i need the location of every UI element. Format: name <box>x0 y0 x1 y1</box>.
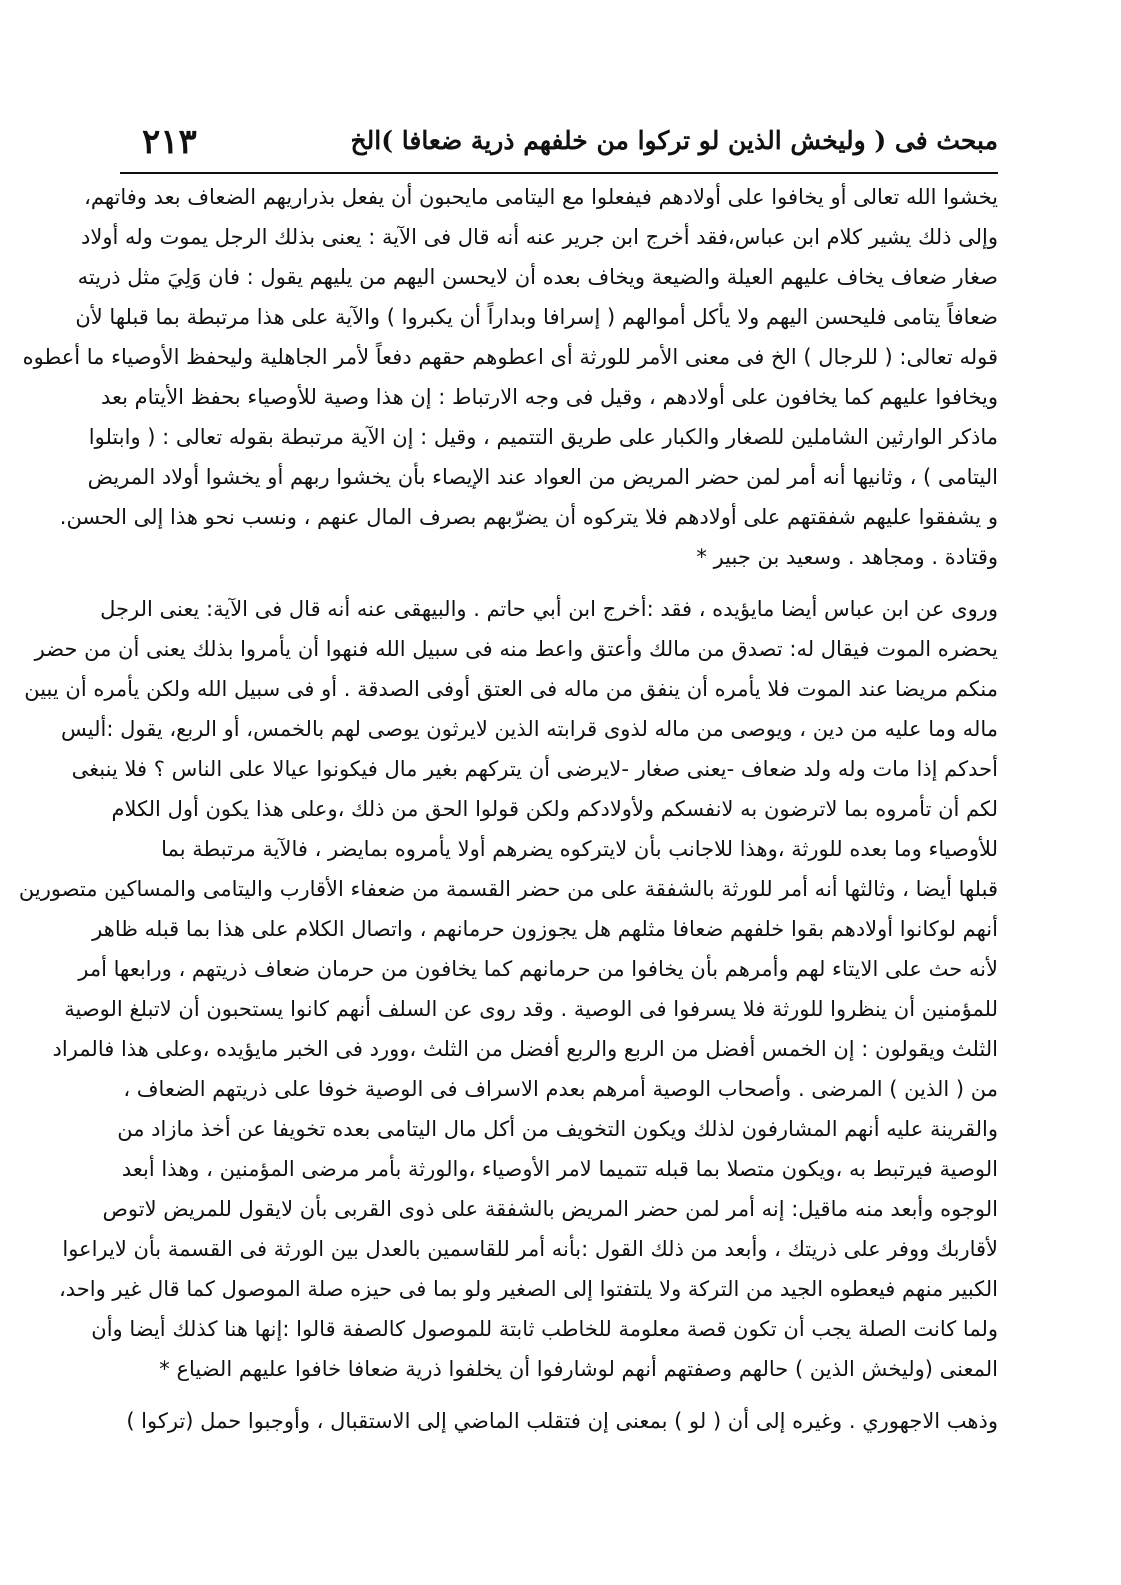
text-line: صغار ضعاف يخاف عليهم العيلة والضيعة ويخاف بعده أن لايحسن اليهم من يليهم يقول : فان وَلِيَ مثل ذريته <box>77 265 998 289</box>
header-divider <box>120 172 998 174</box>
page-header <box>120 122 998 170</box>
text-line: وإلى ذلك يشير كلام ابن عباس،فقد أخرج ابن جرير عنه أنه قال فى الآية : يعنى بذلك الرجل يموت وله أولاد <box>81 225 998 249</box>
text-line: ماله وما عليه من دين ، ويوصى من ماله لذوى قرابته الذين لايرثون يوصى لهم بالخمس، أو الربع، يقول :أليس <box>61 717 998 741</box>
text-line: اليتامى ) ، وثانيها أنه أمر لمن حضر المريض من العواد عند الإيصاء بأن يخشوا ربهم أو يخشوا أولاد المريض <box>87 465 998 489</box>
text-line: أنهم لوكانوا أولادهم بقوا خلفهم ضعافا مثلهم هل يجوزون حرمانهم ، واتصال الكلام على هذا بما قبله ظاهر <box>92 917 998 941</box>
text-line: قوله تعالى: ( للرجال ) الخ فى معنى الأمر للورثة أى اعطوهم حقهم دفعاً لأمر الجاهلية وليحفظ الأوصياء ما أعطوه <box>22 345 998 369</box>
text-line: للأوصياء وما بعده للورثة ،وهذا للاجانب بأن لايتركوه يضرهم أولا يأمروه بمايضر ، فالآية مرتبطة بما <box>161 837 998 861</box>
text-line: ضعافاً يتامى فليحسن اليهم ولا يأكل أموالهم ( إسرافا وبداراً أن يكبروا ) والآية على هذا مرتبطة بما قبلها لأن <box>75 305 998 329</box>
text-line: من ( الذين ) المرضى . وأصحاب الوصية أمرهم بعدم الاسراف فى الوصية خوفا على ذريتهم الضعاف ، <box>123 1077 998 1101</box>
text-line: لأقاربك ووفر على ذريتك ، وأبعد من ذلك القول :بأنه أمر للقاسمين بالعدل بين الورثة فى القسمة بأن لايراعوا <box>62 1237 998 1261</box>
text-line: للمؤمنين أن ينظروا للورثة فلا يسرفوا فى الوصية . وقد روى عن السلف أنهم كانوا يستحبون أن لاتبلغ الوصية <box>64 997 998 1021</box>
text-line: وروى عن ابن عباس أيضا مايؤيده ، فقد :أخرج ابن أبي حاتم . والبيهقى عنه أنه قال فى الآية: يعنى الرجل <box>100 597 998 621</box>
text-line: الوجوه وأبعد منه ماقيل: إنه أمر لمن حضر المريض بالشفقة على ذوى القربى بأن لايقول للمريض لاتوص <box>102 1197 998 1221</box>
text-line: يحضره الموت فيقال له: تصدق من مالك وأعتق واعط منه فى سبيل الله فنهوا أن يأمروا بذلك يعنى أن من حضر <box>34 637 998 661</box>
text-line: لأنه حث على الايتاء لهم وأمرهم بأن يخافوا من حرمانهم كما يخافون من حرمان ضعاف ذريتهم ، ورابعها أمر <box>78 957 998 981</box>
text-line: و يشفقوا عليهم شفقتهم على أولادهم فلا يتركوه أن يضرّبهم بصرف المال عنهم ، ونسب نحو هذا إلى الحسن. <box>59 505 998 529</box>
text-line: ماذكر الوارثين الشاملين للصغار والكبار على طريق التتميم ، وقيل : إن الآية مرتبطة بقوله تعالى : ( وابتلوا <box>88 425 998 449</box>
text-line: الكبير منهم فيعطوه الجيد من التركة ولا يلتفتوا إلى الصغير ولو بما فى حيزه صلة الموصول كما قال غير واحد، <box>59 1277 998 1301</box>
text-line: أحدكم إذا مات وله ولد ضعاف -يعنى صغار -لايرضى أن يتركهم بغير مال فيكونوا عيالا على الناس ؟ فلا ينبغى <box>71 757 998 781</box>
text-line: ولما كانت الصلة يجب أن تكون قصة معلومة للخاطب ثابتة للموصول كالصفة قالوا :إنها هنا كذلك أيضا وأن <box>91 1317 998 1341</box>
running-title: مبحث فى ( وليخش الذين لو تركوا من خلفهم ذرية ضعافا )الخ <box>350 126 998 155</box>
text-line: وقتادة . ومجاهد . وسعيد بن جبير * <box>696 545 998 569</box>
text-line: وذهب الاجهوري . وغيره إلى أن ( لو ) بمعنى إن فتقلب الماضي إلى الاستقبال ، وأوجبوا حمل (تركوا ) <box>126 1409 998 1433</box>
text-line: ويخافوا عليهم كما يخافون على أولادهم ، وقيل فى وجه الارتباط : إن هذا وصية للأوصياء بحفظ الأيتام بعد <box>100 385 998 409</box>
page-number: ٢١٣ <box>142 122 197 162</box>
text-line: الثلث ويقولون : إن الخمس أفضل من الربع والربع أفضل من الثلث ،وورد فى الخبر مايؤيده ،وعلى هذا فالمراد <box>52 1037 998 1061</box>
text-line: قبلها أيضا ، وثالثها أنه أمر للورثة بالشفقة على من حضر القسمة من ضعفاء الأقارب واليتامى والمساكين متصورين <box>18 877 998 901</box>
text-line: منكم مريضا عند الموت فلا يأمره أن ينفق من ماله فى العتق أوفى الصدقة . أو فى سبيل الله ولكن يأمره أن يبين <box>24 677 998 701</box>
body-text <box>18 177 998 1441</box>
text-line: لكم أن تأمروه بما لاترضون به لانفسكم ولأولادكم ولكن قولوا الحق من ذلك ،وعلى هذا يكون أول الكلام <box>111 797 998 821</box>
text-line: والقرينة عليه أنهم المشارفون لذلك ويكون التخويف من أكل مال اليتامى بعده تخويفا عن أخذ مازاد من <box>117 1117 998 1141</box>
text-line: الوصية فيرتبط به ،ويكون متصلا بما قبله تتميما لامر الأوصياء ،والورثة بأمر مرضى المؤمنين ، وهذا أبعد <box>121 1157 998 1181</box>
text-line: المعنى (وليخش الذين ) حالهم وصفتهم أنهم لوشارفوا أن يخلفوا ذرية ضعافا خافوا عليهم الضياع * <box>159 1357 998 1381</box>
text-line: يخشوا الله تعالى أو يخافوا على أولادهم فيفعلوا مع اليتامى مايحبون أن يفعل بذراريهم الضعاف بعد وفاتهم، <box>84 185 998 209</box>
